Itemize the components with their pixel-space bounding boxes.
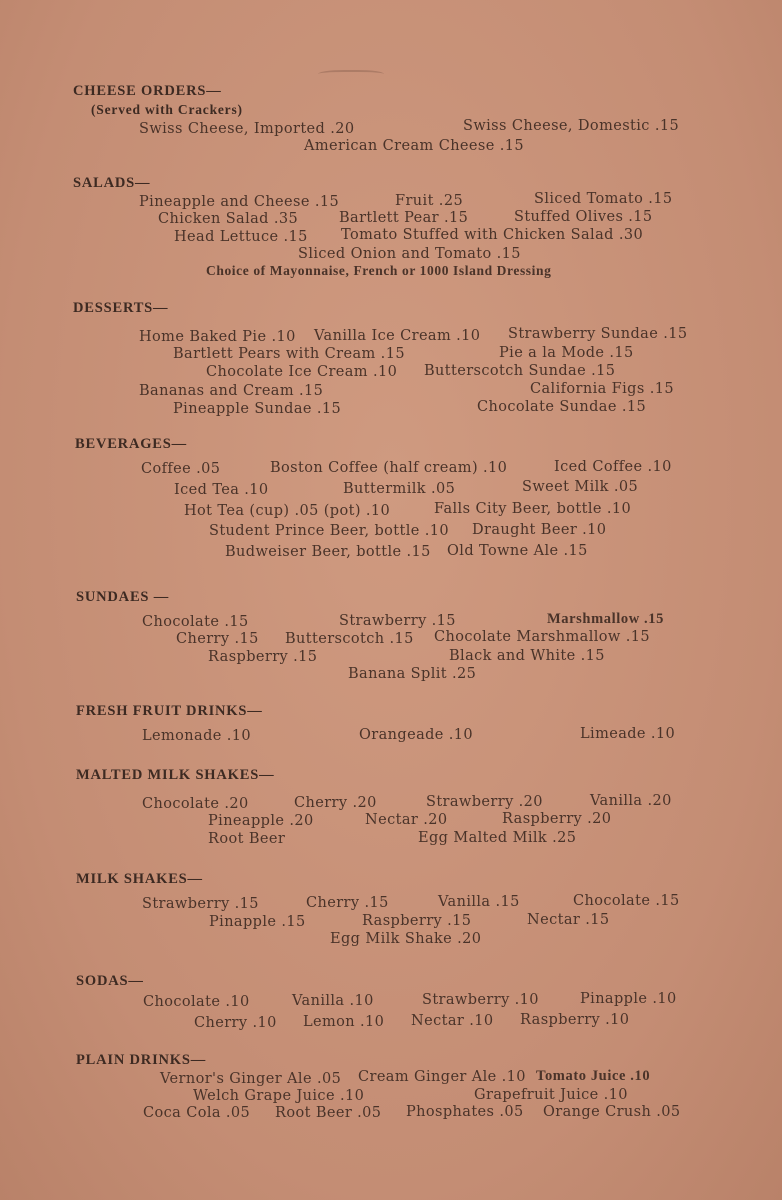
menu-item: Strawberry .15: [142, 896, 259, 912]
menu-item: Pinapple .10: [580, 991, 677, 1007]
menu-item: Chocolate .15: [142, 614, 249, 630]
menu-item: Chocolate Marshmallow .15: [434, 629, 650, 645]
menu-item: Orange Crush .05: [543, 1104, 681, 1120]
menu-item: Lemon .10: [303, 1014, 385, 1030]
menu-item: Iced Coffee .10: [554, 459, 672, 475]
menu-item: Strawberry .15: [339, 613, 456, 629]
menu-item: Strawberry .20: [426, 794, 543, 810]
section-heading-fresh-fruit: FRESH FRUIT DRINKS—: [76, 703, 263, 719]
menu-item: Fruit .25: [395, 193, 464, 209]
menu-item: Budweiser Beer, bottle .15: [225, 544, 431, 560]
menu-item: Boston Coffee (half cream) .10: [270, 460, 508, 476]
menu-item: Chocolate .20: [142, 796, 249, 812]
menu-item: Vanilla .15: [438, 894, 520, 910]
menu-item: Stuffed Olives .15: [514, 209, 653, 225]
menu-item: Grapefruit Juice .10: [474, 1087, 628, 1103]
menu-item: Bartlett Pears with Cream .15: [173, 346, 405, 362]
menu-item: Marshmallow .15: [547, 611, 664, 627]
menu-item: Egg Malted Milk .25: [418, 830, 577, 846]
menu-item: Student Prince Beer, bottle .10: [209, 523, 450, 539]
menu-item: Chocolate Ice Cream .10: [206, 364, 398, 380]
menu-item: Head Lettuce .15: [174, 229, 308, 245]
cheese-note: (Served with Crackers): [91, 102, 243, 117]
menu-item: Orangeade .10: [359, 727, 474, 743]
menu-item: Root Beer: [208, 831, 286, 847]
menu-item: Swiss Cheese, Domestic .15: [463, 118, 680, 134]
menu-item: Nectar .20: [365, 812, 448, 828]
dressing-note: Choice of Mayonnaise, French or 1000 Island Dressing: [206, 263, 552, 278]
menu-item: Chocolate .15: [573, 893, 680, 909]
menu-item: Pineapple and Cheese .15: [139, 194, 340, 210]
menu-item: Nectar .10: [411, 1013, 494, 1029]
menu-item: Cherry .20: [294, 795, 377, 811]
menu-item: Cherry .15: [306, 895, 389, 911]
menu-item: Banana Split .25: [348, 666, 477, 682]
menu-item: Raspberry .15: [362, 913, 472, 929]
menu-item: Swiss Cheese, Imported .20: [139, 121, 355, 137]
menu-item: Vanilla .10: [292, 993, 374, 1009]
section-heading-sundaes: SUNDAES —: [76, 589, 170, 605]
section-heading-cheese: CHEESE ORDERS—: [73, 83, 222, 99]
menu-item: Root Beer .05: [275, 1105, 382, 1121]
menu-item: Tomato Juice .10: [536, 1068, 651, 1084]
menu-item: Bananas and Cream .15: [139, 383, 324, 399]
menu-item: Sweet Milk .05: [522, 479, 639, 495]
menu-item: Tomato Stuffed with Chicken Salad .30: [341, 227, 644, 243]
menu-item: Nectar .15: [527, 912, 610, 928]
menu-item: Hot Tea (cup) .05 (pot) .10: [184, 503, 391, 519]
menu-item: Vernor's Ginger Ale .05: [160, 1071, 342, 1087]
menu-item: Old Towne Ale .15: [447, 543, 588, 559]
menu-item: Pineapple Sundae .15: [173, 401, 342, 417]
section-heading-malted: MALTED MILK SHAKES—: [76, 767, 275, 783]
section-heading-milk-shakes: MILK SHAKES—: [76, 871, 203, 887]
menu-item: Pinapple .15: [209, 914, 306, 930]
menu-item: Welch Grape Juice .10: [193, 1088, 365, 1104]
menu-item: Egg Milk Shake .20: [330, 931, 482, 947]
section-heading-sodas: SODAS—: [76, 973, 144, 989]
menu-item: American Cream Cheese .15: [304, 138, 524, 154]
menu-item: Buttermilk .05: [343, 481, 456, 497]
menu-item: Iced Tea .10: [174, 482, 269, 498]
menu-item: Lemonade .10: [142, 728, 252, 744]
menu-item: Coca Cola .05: [143, 1105, 251, 1121]
menu-item: Limeade .10: [580, 726, 676, 742]
menu-item: Cherry .15: [176, 631, 259, 647]
menu-item: Raspberry .20: [502, 811, 612, 827]
menu-item: Home Baked Pie .10: [139, 329, 296, 345]
section-heading-beverages: BEVERAGES—: [75, 436, 187, 452]
menu-item: California Figs .15: [530, 381, 674, 397]
menu-item: Vanilla Ice Cream .10: [314, 328, 481, 344]
menu-item: Falls City Beer, bottle .10: [434, 501, 632, 517]
menu-item: Black and White .15: [449, 648, 605, 664]
menu-item: Draught Beer .10: [472, 522, 607, 538]
menu-item: Coffee .05: [141, 461, 221, 477]
menu-item: Cherry .10: [194, 1015, 277, 1031]
section-heading-salads: SALADS—: [73, 175, 151, 191]
menu-item: Pineapple .20: [208, 813, 314, 829]
menu-item: Phosphates .05: [406, 1104, 524, 1120]
menu-item: Butterscotch .15: [285, 631, 414, 647]
menu-item: Chicken Salad .35: [158, 211, 299, 227]
menu-item: Butterscotch Sundae .15: [424, 363, 616, 379]
section-heading-plain-drinks: PLAIN DRINKS—: [76, 1052, 207, 1068]
menu-item: Vanilla .20: [590, 793, 672, 809]
menu-item: Pie a la Mode .15: [499, 345, 634, 361]
menu-item: Sliced Tomato .15: [534, 191, 673, 207]
menu-item: Raspberry .10: [520, 1012, 630, 1028]
menu-item: Chocolate .10: [143, 994, 250, 1010]
menu-item: Chocolate Sundae .15: [477, 399, 647, 415]
menu-item: Raspberry .15: [208, 649, 318, 665]
menu-item: Sliced Onion and Tomato .15: [298, 246, 521, 262]
menu-item: Cream Ginger Ale .10: [358, 1069, 526, 1085]
menu-item: Strawberry Sundae .15: [508, 326, 688, 342]
staple-mark: [318, 70, 384, 80]
menu-item: Bartlett Pear .15: [339, 210, 469, 226]
menu-item: Strawberry .10: [422, 992, 539, 1008]
section-heading-desserts: DESSERTS—: [73, 300, 169, 316]
